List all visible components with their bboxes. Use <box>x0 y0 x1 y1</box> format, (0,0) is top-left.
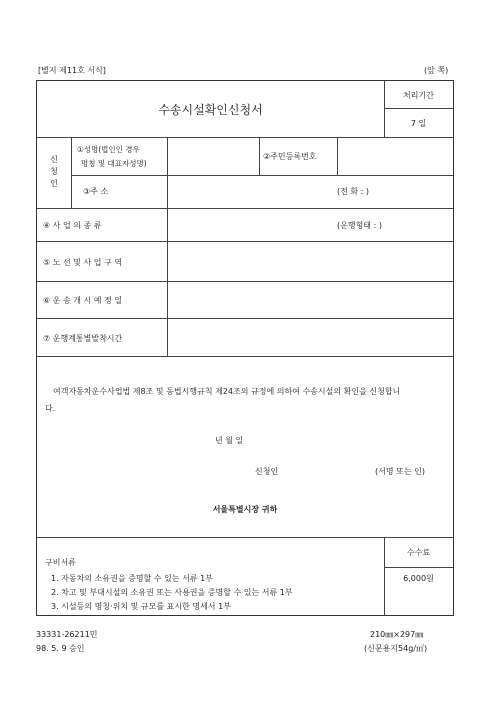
required-documents-heading: 구비서류 <box>45 558 76 567</box>
paper-type: (신문용지54g/㎡) <box>364 644 428 653</box>
applicant-signature-label: 신청인 <box>255 467 279 476</box>
processing-period-value: 7 일 <box>410 119 427 128</box>
form-code: 33331-26211민 <box>36 630 98 639</box>
schedule-label: ⑦ 운행계통별발착시간 <box>43 334 123 343</box>
form-title: 수송시설확인신청서 <box>158 103 263 117</box>
route-area-label: ⑤ 노 선 및 사 업 구 역 <box>43 258 123 267</box>
name-label-line2: 명칭 및 대표자성명) <box>81 159 147 168</box>
start-date-label: ⑥ 운 송 개 시 예 정 일 <box>43 296 123 305</box>
fee-value: 6,000원 <box>403 574 434 583</box>
application-form <box>36 80 454 616</box>
paper-size: 210㎜×297㎜ <box>370 630 424 639</box>
signature-or-seal-label: (서명 또는 인) <box>375 467 425 476</box>
form-number: [별지 제11호 서식] <box>38 66 106 75</box>
statement-line2: 다. <box>45 404 56 413</box>
applicant-section-label: 신 청 인 <box>50 155 58 188</box>
statement-line1: 여객자동차운수사업법 제8조 및 동법시행규칙 제24조의 규정에 의하여 수송시설의 확인을 신청합니 <box>53 387 401 396</box>
address-label: ③주 소 <box>83 187 109 196</box>
fee-label: 수수료 <box>406 548 431 557</box>
required-document-item: 2. 차고 및 부대시설의 소유권 또는 사용권을 증명할 수 있는 서류 1부 <box>51 588 293 597</box>
required-document-item: 3. 시설등의 명칭·위치 및 규모를 표시한 명세서 1부 <box>51 602 231 611</box>
approval-date: 98. 5. 9 승인 <box>36 644 85 653</box>
processing-period-label: 처리기간 <box>403 91 434 100</box>
resident-number-label: ②주민등록번호 <box>263 152 317 161</box>
recipient: 서울특별시장 귀하 <box>212 505 278 514</box>
phone-label: (전 화 : ) <box>337 187 370 196</box>
business-type-label: ④ 사 업 의 종 류 <box>43 221 102 230</box>
page-side-label: (앞 쪽) <box>424 66 449 75</box>
date-line: 년 월 일 <box>215 436 244 445</box>
name-label-line1: ①성명(법인인 경우 <box>77 145 140 154</box>
operation-type-label: (운행형태 : ) <box>337 221 382 230</box>
required-document-item: 1. 자동차의 소유권을 증명할 수 있는 서류 1부 <box>51 574 213 583</box>
